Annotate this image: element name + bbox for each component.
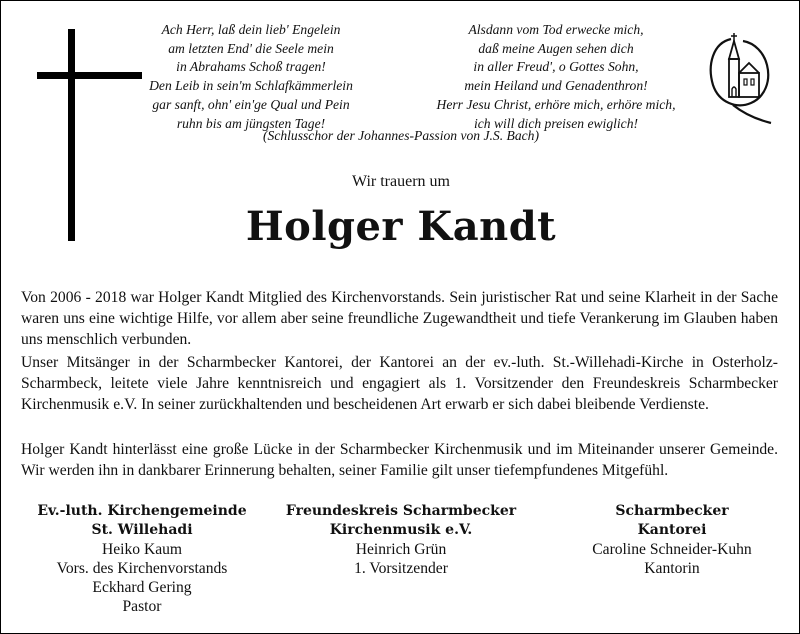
signature-org-name: Kirchenmusik e.V.: [329, 522, 473, 538]
poem-line: am letzten End' die Seele mein: [168, 40, 334, 56]
signature-block-church-parish: [17, 502, 267, 616]
signature-line: Vors. des Kirchenvorstands: [56, 560, 228, 577]
poem-line: Herr Jesu Christ, erhöre mich, erhöre mich,: [436, 96, 676, 112]
cross-vertical-bar: [68, 29, 75, 241]
signature-org-name: St. Willehadi: [91, 522, 193, 538]
signature-line: 1. Vorsitzender: [354, 560, 448, 577]
poem-line: ich will dich preisen ewiglich!: [473, 115, 639, 131]
poem-line: ruhn bis am jüngsten Tage!: [176, 115, 326, 131]
tribute-paragraph: Holger Kandt hinterlässt eine große Lücke in der Scharmbecker Kirchenmusik und im Miteinander unserer Gemeinde. Wir werden ihn in dankbarer Erinnerung behalten, seiner Familie gilt unser tiefempfundenes Mitgefühl.: [21, 441, 778, 479]
tribute-paragraph: Unser Mitsänger in der Scharmbecker Kantorei, der Kantorei an der ev.-luth. St.-Willehadi-Kirche in Osterholz-Scharmbeck, leitete viele Jahre kenntnisreich und engagiert als 1. Vorsitzender den Freundeskreis Scharmbecker Kirchenmusik e.V. In seiner zurückhaltenden und bescheidenen Art erwarb er sich dabei bleibende Verdienste.: [21, 354, 778, 413]
tribute-paragraph: Von 2006 - 2018 war Holger Kandt Mitglied des Kirchenvorstands. Sein juristischer Rat und seine Klarheit in der Sache waren uns eine wichtige Hilfe, vor allem aber seine freundliche Zugewandtheit und tiefe Verankerung im Glauben haben uns menschlich verbunden.: [21, 289, 778, 348]
signature-line: Caroline Schneider-Kuhn: [592, 541, 752, 558]
poem-left-stanza: [111, 21, 391, 133]
poem-line: gar sanft, ohn' ein'ge Qual und Pein: [152, 96, 350, 112]
signature-block-friends-association: [276, 502, 526, 578]
signature-line: Heinrich Grün: [355, 541, 447, 558]
signature-line: Heiko Kaum: [101, 541, 183, 558]
poem-line: mein Heiland und Genadenthron!: [464, 78, 648, 94]
signature-org-name: Scharmbecker: [615, 503, 729, 519]
signature-line: Eckhard Gering: [92, 579, 192, 596]
signature-org-name: Kantorei: [637, 522, 707, 538]
church-logo-icon: [703, 29, 775, 125]
signature-line: Pastor: [122, 598, 162, 615]
poem-line: Alsdann vom Tod erwecke mich,: [468, 22, 644, 37]
poem-right-stanza: [401, 21, 711, 133]
signature-block-choir: [547, 502, 797, 578]
signature-line: Kantorin: [644, 560, 700, 577]
deceased-name: Holger Kandt: [245, 203, 557, 250]
poem-line: in aller Freud', o Gottes Sohn,: [473, 59, 639, 75]
poem-line: Den Leib in sein'm Schlafkämmerlein: [149, 78, 353, 94]
poem-line: daß meine Augen sehen dich: [478, 40, 634, 56]
signature-org-name: Ev.-luth. Kirchengemeinde: [37, 503, 247, 519]
poem-source: (Schlusschor der Johannes-Passion von J.S. Bach): [263, 128, 539, 143]
poem-line: in Abrahams Schoß tragen!: [176, 59, 326, 75]
signature-org-name: Freundeskreis Scharmbecker: [285, 503, 517, 519]
poem-line: Ach Herr, laß dein lieb' Engelein: [161, 22, 341, 37]
intro-text: Wir trauern um: [352, 173, 450, 190]
